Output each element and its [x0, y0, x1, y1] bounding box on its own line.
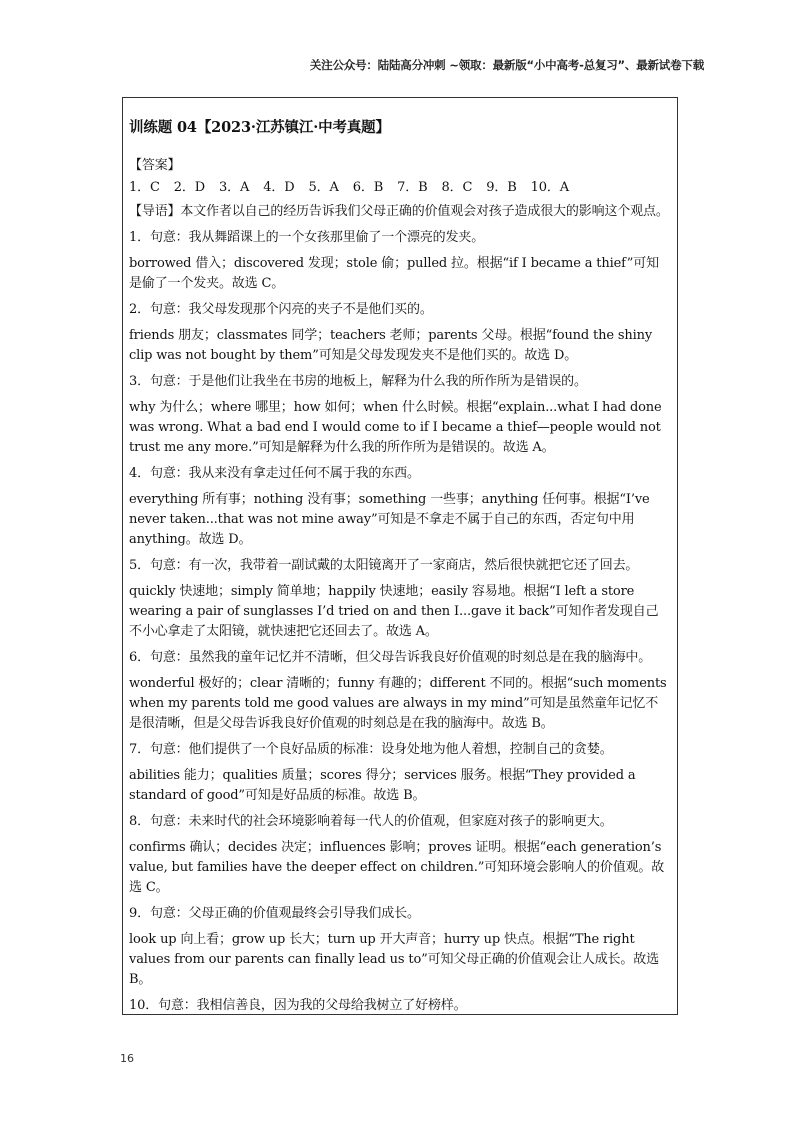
item-explanation: borrowed 借入；discovered 发现；stole 偷；pulled 拉。根据“if I became a thief”可知是偷了一个发夹。故选 C。	[129, 256, 659, 291]
item-meaning: 6．句意：虽然我的童年记忆并不清晰，但父母告诉我良好价值观的时刻总是在我的脑海中。	[129, 650, 652, 665]
item-explanation: why 为什么；where 哪里；how 如何；when 什么时候。根据“explain...what I had done was wrong. What a bad end I would come to if I became a thief—people would not trust me any more.”可知是解释为什么我的所作所为是错误的。故选 A。	[129, 400, 662, 455]
answer-item: 4．D	[263, 180, 295, 195]
answer-item: 8．C	[441, 180, 473, 195]
answer-item: 5．A	[308, 180, 339, 195]
answer-item: 9．B	[486, 180, 517, 195]
answer-list	[129, 178, 669, 198]
page-number: 16	[120, 1052, 134, 1065]
item-explanation: confirms 确认；decides 决定；influences 影响；proves 证明。根据“each generation’s value, but families have the deeper effect on children.”可知环境会影响人的价值观。故选 C。	[129, 840, 665, 895]
item-meaning: 10．句意：我相信善良，因为我的父母给我树立了好榜样。	[129, 998, 467, 1013]
item-meaning: 1．句意：我从舞蹈课上的一个女孩那里偷了一个漂亮的发夹。	[129, 230, 485, 245]
item-meaning: 7．句意：他们提供了一个良好品质的标准：设身处地为他人着想，控制自己的贪婪。	[129, 742, 613, 757]
item-explanation: wonderful 极好的；clear 清晰的；funny 有趣的；different 不同的。根据“such moments when my parents told me good values are always in my mind”可知是虽然童年记忆不是很清晰，但是父母告诉我良好价值观的时刻总是在我的脑海中。故选 B。	[129, 676, 667, 731]
answer-item: 10．A	[530, 180, 569, 195]
item-explanation: quickly 快速地；simply 简单地；happily 快速地；easily 容易地。根据“I left a store wearing a pair of sunglasses I’d tried on and then I...gave it back”可知作者发现自己不小心拿走了太阳镜，就快速把它还回去了。故选 A。	[129, 584, 659, 639]
item-meaning: 9．句意：父母正确的价值观最终会引导我们成长。	[129, 906, 420, 921]
content-area	[129, 118, 669, 1022]
page-header: 关注公众号：陆陆高分冲刺 ~领取：最新版“小中高考-总复习”、最新试卷下载	[309, 58, 704, 72]
item-meaning: 4．句意：我从来没有拿走过任何不属于我的东西。	[129, 466, 420, 481]
item-explanation: abilities 能力；qualities 质量；scores 得分；services 服务。根据“They provided a standard of good”可知是好品质的标准。故选 B。	[129, 768, 636, 803]
item-explanation: friends 朋友；classmates 同学；teachers 老师；parents 父母。根据“found the shiny clip was not bought by them”可知是父母发现发夹不是他们买的。故选 D。	[129, 328, 653, 363]
answer-label: 【答案】	[129, 158, 181, 173]
guide-paragraph: 【导语】本文作者以自己的经历告诉我们父母正确的价值观会对孩子造成很大的影响这个观点。	[129, 204, 669, 219]
item-meaning: 8．句意：未来时代的社会环境影响着每一代人的价值观，但家庭对孩子的影响更大。	[129, 814, 613, 829]
item-meaning: 5．句意：有一次，我带着一副试戴的太阳镜离开了一家商店，然后很快就把它还了回去。	[129, 558, 639, 573]
item-meaning: 3．句意：于是他们让我坐在书房的地板上，解释为什么我的所作所为是错误的。	[129, 374, 587, 389]
answer-item: 1．C	[129, 180, 160, 195]
answer-item: 6．B	[352, 180, 384, 195]
answer-item: 2．D	[173, 180, 206, 195]
item-explanation: everything 所有事；nothing 没有事；something 一些事；anything 任何事。根据“I’ve never taken...that was not mine away”可知是不拿走不属于自己的东西，否定句中用 anything。故选 D。	[129, 492, 650, 547]
exercise-title: 训练题 04【2023·江苏镇江·中考真题】	[129, 119, 390, 136]
item-explanation: look up 向上看；grow up 长大；turn up 开大声音；hurry up 快点。根据“The right values from our parents can finally lead us to”可知父母正确的价值观会让人成长。故选 B。	[129, 932, 659, 987]
answer-item: 7．B	[397, 180, 428, 195]
answer-item: 3．A	[219, 180, 250, 195]
item-meaning: 2．句意：我父母发现那个闪亮的夹子不是他们买的。	[129, 302, 433, 317]
